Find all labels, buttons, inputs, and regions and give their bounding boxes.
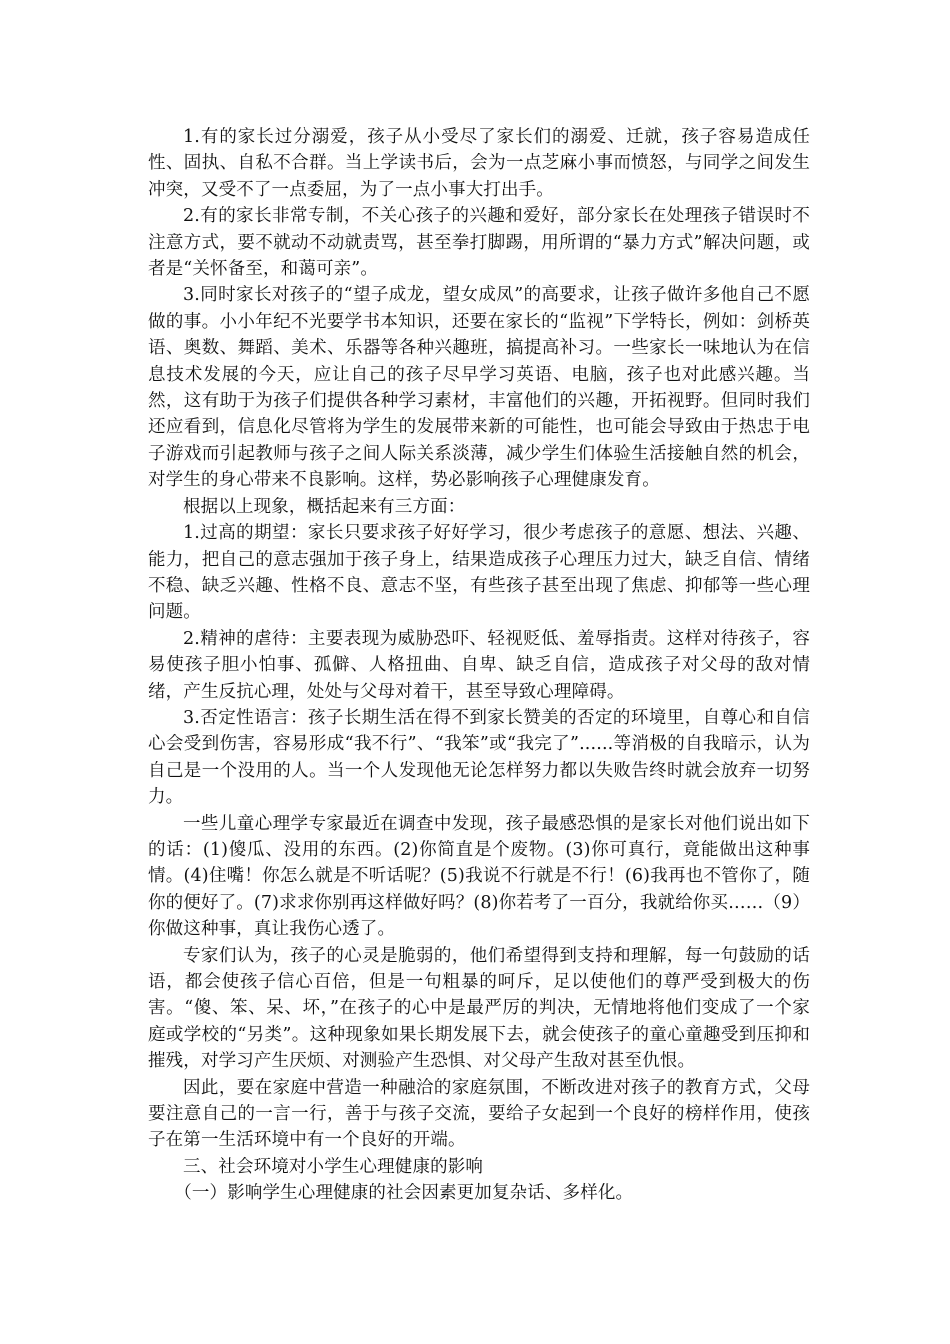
section-heading: 三、社会环境对小学生心理健康的影响: [183, 1156, 484, 1177]
paragraph-authoritarian-parents: 2.有的家长非常专制，不关心孩子的兴趣和爱好，部分家长在处理孩子错误时不注意方式，要不就动不动就责骂，甚至拳打脚踢，用所谓的“暴力方式”解决问题，或者是“关怀备至，和蔼可亲”。: [148, 206, 810, 280]
paragraph-negative-language: 3.否定性语言：孩子长期生活在得不到家长赞美的否定的环境里，自尊心和自信心会受到伤害，容易形成“我不行”、“我笨”或“我完了”......等消极的自我暗示，认为自己是一个没用的人。当一个人发现他无论怎样努力都以失败告终时就会放弃一切努力。: [148, 707, 810, 808]
subsection-heading: （一）影响学生心理健康的社会因素更加复杂话、多样化。: [174, 1183, 634, 1204]
paragraph-doting-parents: 1.有的家长过分溺爱，孩子从小受尽了家长们的溺爱、迁就，孩子容易造成任性、固执、自私不合群。当上学读书后，会为一点芝麻小事而愤怒，与同学之间发生冲突，又受不了一点委屈，为了一点小事大打出手。: [148, 127, 810, 200]
paragraph-feared-phrases: 一些儿童心理学专家最近在调查中发现，孩子最感恐惧的是家长对他们说出如下的话：(1)傻瓜、没用的东西。(2)你简直是个废物。(3)你可真行，竟能做出这种事情。(4)住嘴！你怎么就是不听话呢？(5)我说不行就是不行！(6)我再也不管你了，随你的便好了。(7)求求你别再这样做好吗？(8)你若考了一百分，我就给你买……（9）你做这种事，真让我伤心透了。: [148, 813, 810, 940]
paragraph-summary-intro: 根据以上现象，概括起来有三方面：: [183, 496, 466, 517]
paragraph-mental-abuse: 2.精神的虐待：主要表现为威胁恐吓、轻视贬低、羞辱指责。这样对待孩子，容易使孩子胆小怕事、孤僻、人格扭曲、自卑、缺乏自信，造成孩子对父母的敌对情绪，产生反抗心理，处处与父母对着干，甚至导致心理障碍。: [148, 628, 810, 702]
paragraph-high-expectations: 3.同时家长对孩子的“望子成龙，望女成凤”的高要求，让孩子做许多他自己不愿做的事。小小年纪不光要学书本知识，还要在家长的“监视”下学特长，例如：剑桥英语、奥数、舞蹈、美术、乐器等各种兴趣班，搞提高补习。一些家长一味地认为在信息技术发展的今天，应让自己的孩子尽早学习英语、电脑，孩子也对此感兴趣。当然，这有助于为孩子们提供各种学习素材，丰富他们的兴趣，开拓视野。但同时我们还应看到，信息化尽管将为学生的发展带来新的可能性，也可能会导致由于热忠于电子游戏而引起教师与孩子之间人际关系淡薄，减少学生们体验生活接触自然的机会，对学生的身心带来不良影响。这样，势必影响孩子心理健康发育。: [148, 285, 810, 491]
paragraph-expert-opinion: 专家们认为，孩子的心灵是脆弱的，他们希望得到支持和理解，每一句鼓励的话语，都会使孩子信心百倍，但是一句粗暴的呵斥，足以使他们的尊严受到极大的伤害。“傻、笨、呆、坏，”在孩子的心中是最严厉的判决，无情地将他们变成了一个家庭或学校的“另类”。这种现象如果长期发展下去，就会使孩子的童心童趣受到压抑和摧残，对学习产生厌烦、对测验产生恐惧、对父母产生敌对甚至仇恨。: [148, 945, 810, 1072]
paragraph-excessive-expectations: 1.过高的期望：家长只要求孩子好好学习，很少考虑孩子的意愿、想法、兴趣、能力，把自己的意志强加于孩子身上，结果造成孩子心理压力过大，缺乏自信、情绪不稳、缺乏兴趣、性格不良、意志不坚，有些孩子甚至出现了焦虑、抑郁等一些心理问题。: [148, 523, 810, 623]
paragraph-conclusion: 因此，要在家庭中营造一种融洽的家庭氛围，不断改进对孩子的教育方式，父母要注意自己的一言一行，善于与孩子交流，要给子女起到一个良好的榜样作用，使孩子在第一生活环境中有一个良好的开端。: [148, 1077, 810, 1151]
document-body: [148, 124, 810, 1207]
